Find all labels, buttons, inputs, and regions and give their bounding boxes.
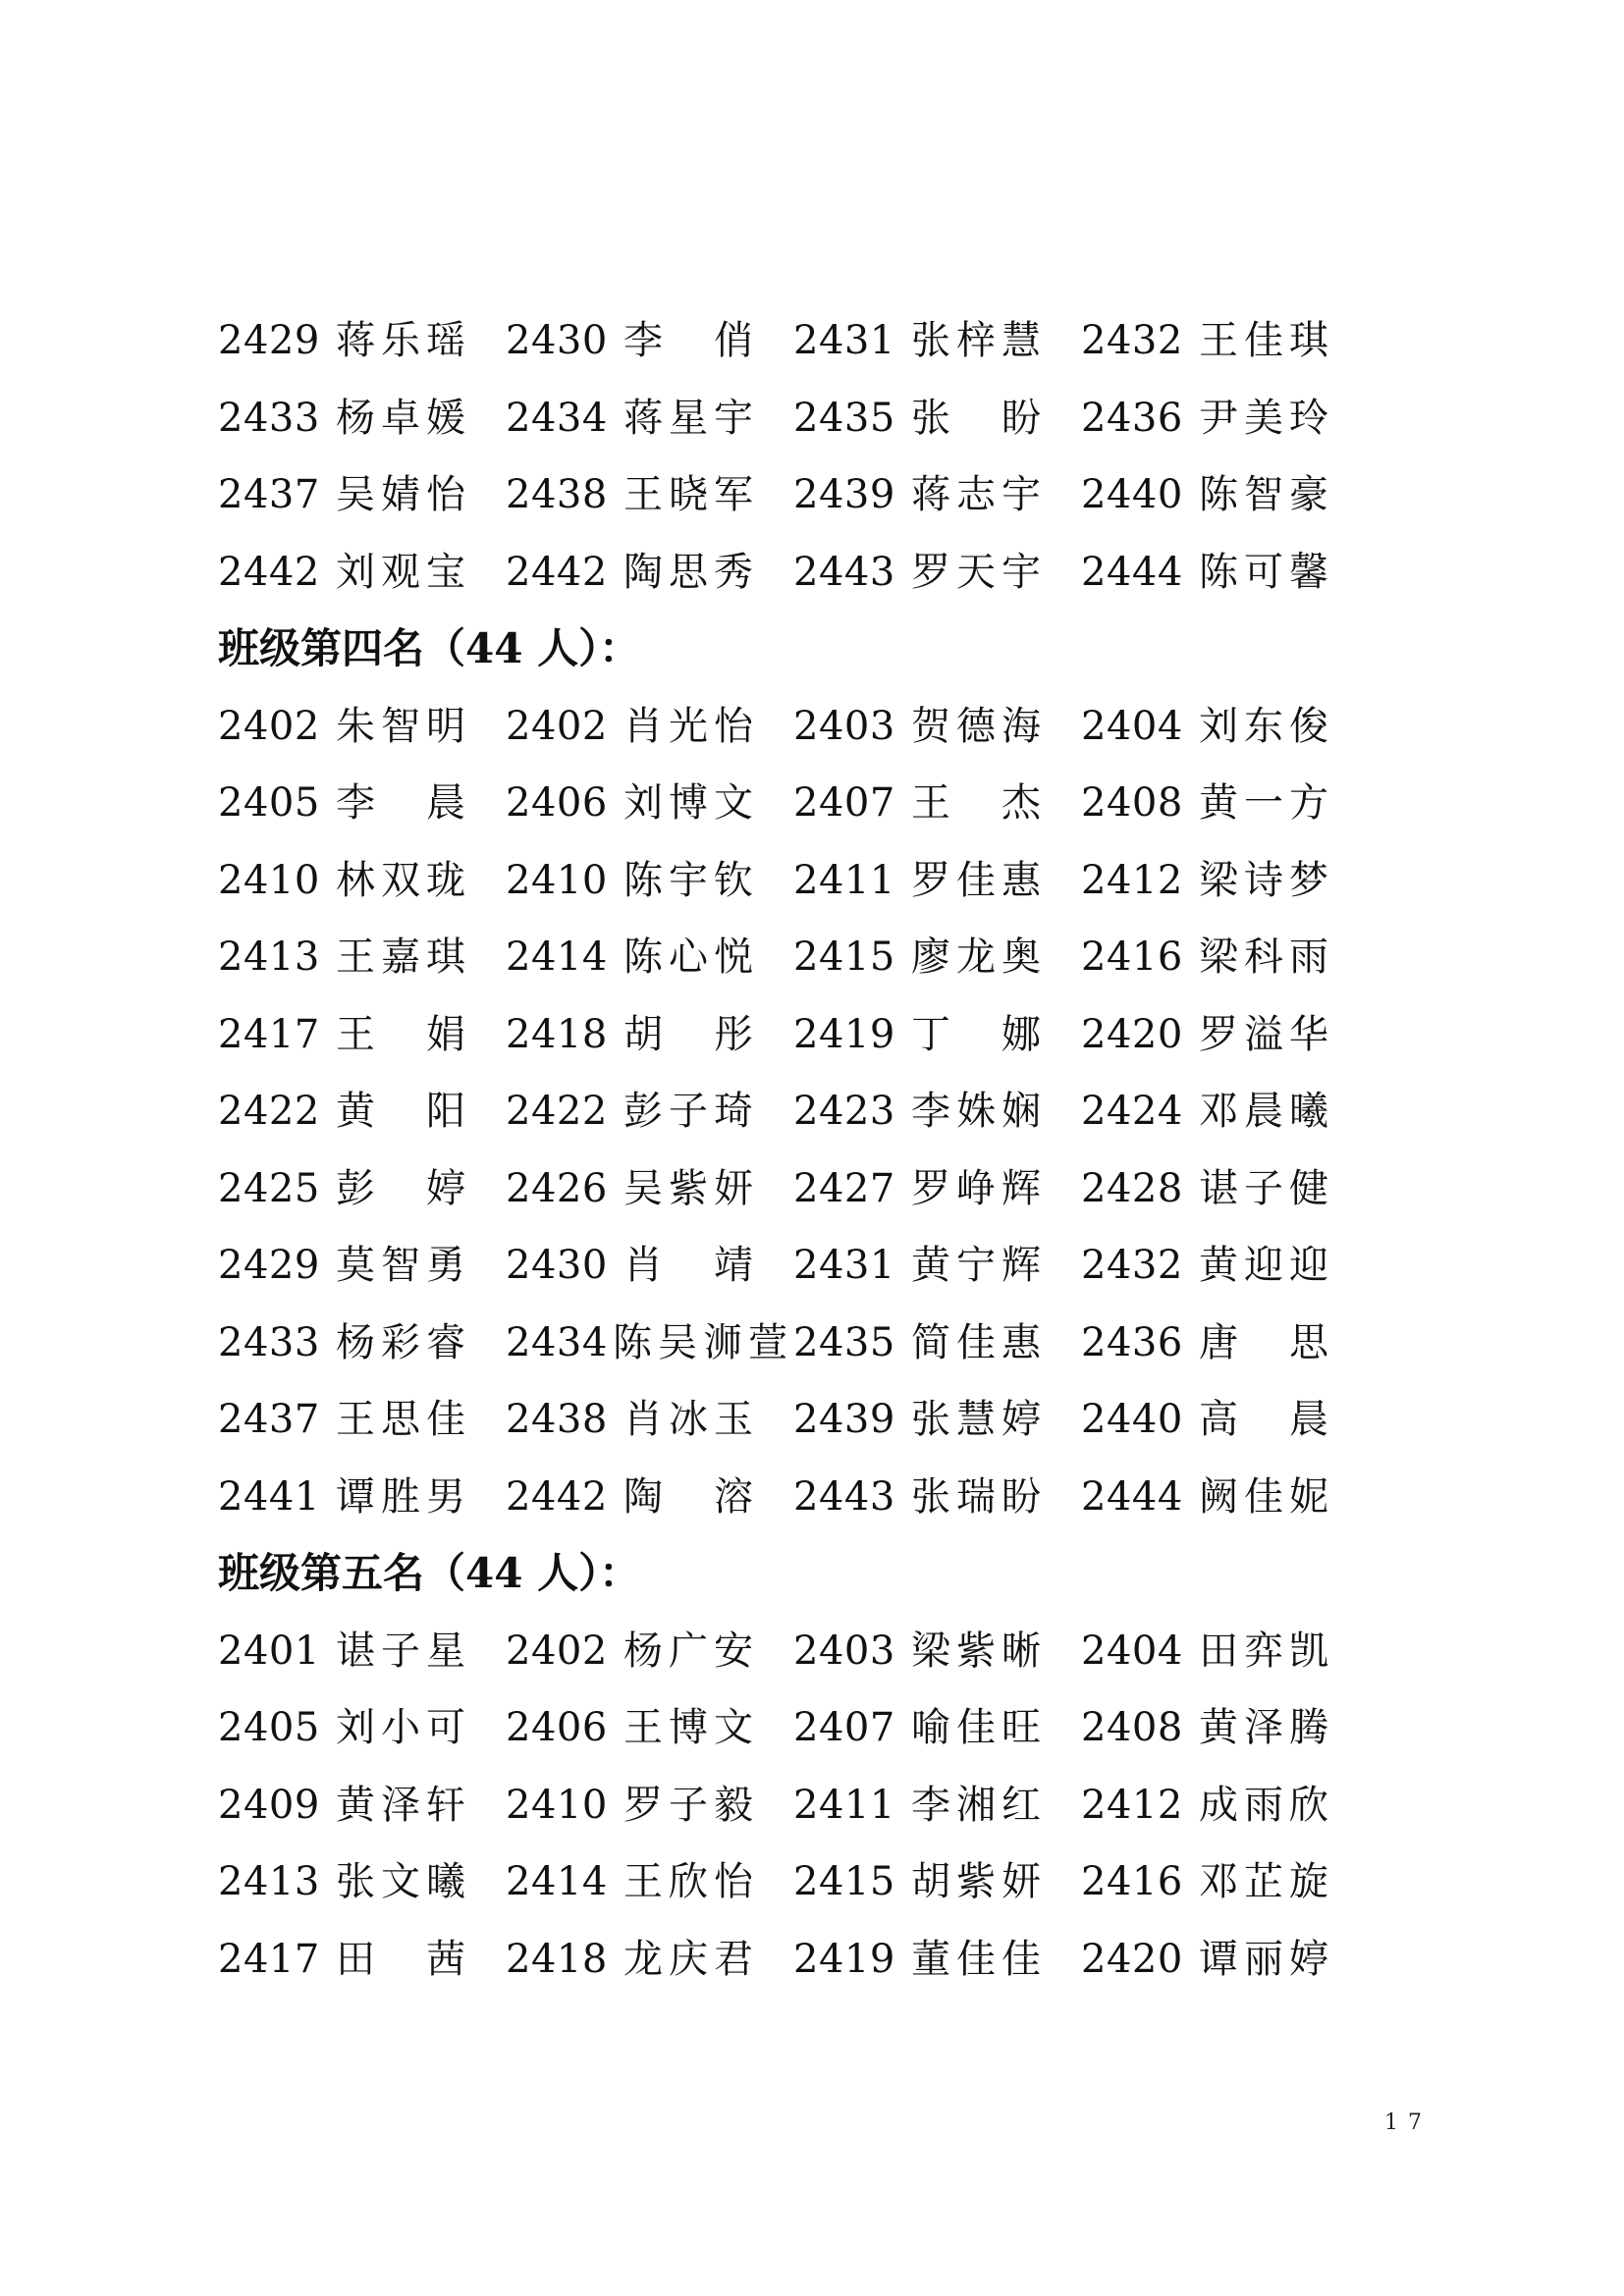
student-name: 陈宇钦: [623, 857, 759, 903]
student-entry: [793, 472, 1081, 518]
student-name: 梁科雨: [1199, 934, 1334, 981]
student-number: 2412: [1081, 857, 1183, 903]
student-name: 高 晨: [1199, 1397, 1334, 1443]
page-number: 17: [1384, 2110, 1432, 2135]
student-entry: [218, 1859, 506, 1905]
student-number: 2402: [506, 1628, 608, 1674]
student-entry: [1081, 1628, 1369, 1674]
student-number: 2406: [506, 780, 608, 827]
student-number: 2440: [1081, 472, 1183, 518]
student-entry: [1081, 395, 1369, 441]
student-entry: [1081, 1397, 1369, 1443]
student-name: 王嘉琪: [336, 934, 471, 981]
student-number: 2412: [1081, 1782, 1183, 1828]
student-number: 2417: [218, 1936, 320, 1982]
list-row: [218, 919, 1396, 996]
student-name: 肖光怡: [623, 703, 759, 749]
student-entry: [793, 1011, 1081, 1057]
student-entry: [218, 1936, 506, 1982]
student-number: 2410: [506, 1782, 608, 1828]
student-number: 2428: [1081, 1165, 1183, 1211]
student-name: 吴婧怡: [336, 472, 471, 518]
student-number: 2434: [506, 1319, 608, 1365]
student-name: 陶 溶: [623, 1473, 759, 1520]
student-number: 2423: [793, 1089, 895, 1135]
name-list-fourth: [218, 688, 1396, 1536]
student-name: 张 盼: [911, 395, 1047, 441]
student-number: 2438: [506, 1397, 608, 1443]
student-number: 2404: [1081, 703, 1183, 749]
list-row: [218, 1767, 1396, 1844]
student-number: 2443: [793, 1473, 895, 1520]
student-name: 梁诗梦: [1199, 857, 1334, 903]
student-number: 2408: [1081, 780, 1183, 827]
student-name: 彭子琦: [623, 1089, 759, 1135]
student-number: 2438: [506, 472, 608, 518]
student-name: 罗溢华: [1199, 1011, 1334, 1057]
student-number: 2402: [218, 703, 320, 749]
student-name: 田 茜: [336, 1936, 471, 1982]
student-number: 2406: [506, 1705, 608, 1751]
student-name: 林双珑: [336, 857, 471, 903]
student-number: 2435: [793, 395, 895, 441]
student-entry: [506, 1243, 793, 1289]
student-entry: [506, 1628, 793, 1674]
student-number: 2419: [793, 1011, 895, 1057]
student-number: 2413: [218, 1859, 320, 1905]
student-entry: [506, 1011, 793, 1057]
student-name: 唐 思: [1199, 1319, 1334, 1365]
student-number: 2427: [793, 1165, 895, 1211]
student-number: 2405: [218, 780, 320, 827]
name-list-fifth: [218, 1613, 1396, 1999]
list-row: [218, 1921, 1396, 1999]
student-entry: [793, 1705, 1081, 1751]
section-heading-fourth: 班级第四名（44 人）：: [218, 624, 641, 673]
student-name: 吴紫妍: [623, 1165, 759, 1211]
student-number: 2437: [218, 1397, 320, 1443]
student-name: 王 娟: [336, 1011, 471, 1057]
list-row: [218, 1381, 1396, 1459]
student-entry: [218, 857, 506, 903]
student-name: 成雨欣: [1199, 1782, 1334, 1828]
student-name: 陈心悦: [623, 934, 759, 981]
student-entry: [793, 395, 1081, 441]
student-number: 2435: [793, 1319, 895, 1365]
student-entry: [1081, 318, 1369, 364]
student-name: 肖冰玉: [623, 1397, 759, 1443]
student-number: 2414: [506, 934, 608, 981]
student-entry: [1081, 472, 1369, 518]
student-name: 陈吴浉萱: [613, 1319, 793, 1365]
student-entry: [218, 1782, 506, 1828]
student-number: 2404: [1081, 1628, 1183, 1674]
list-row: [218, 1150, 1396, 1228]
student-name: 张慧婷: [911, 1397, 1047, 1443]
student-number: 2413: [218, 934, 320, 981]
student-entry: [793, 1782, 1081, 1828]
student-entry: [1081, 1936, 1369, 1982]
student-entry: [218, 395, 506, 441]
student-number: 2419: [793, 1936, 895, 1982]
student-entry: [506, 1473, 793, 1520]
student-number: 2409: [218, 1782, 320, 1828]
student-number: 2414: [506, 1859, 608, 1905]
student-name: 张梓慧: [911, 318, 1047, 364]
student-name: 莫智勇: [336, 1243, 471, 1289]
student-number: 2433: [218, 1319, 320, 1365]
list-row: [218, 1613, 1396, 1690]
student-name: 黄宁辉: [911, 1243, 1047, 1289]
student-name: 阙佳妮: [1199, 1473, 1334, 1520]
student-number: 2411: [793, 1782, 895, 1828]
student-entry: [218, 549, 506, 595]
student-name: 丁 娜: [911, 1011, 1047, 1057]
student-name: 龙庆君: [623, 1936, 759, 1982]
student-number: 2442: [218, 549, 320, 595]
student-number: 2420: [1081, 1011, 1183, 1057]
student-number: 2440: [1081, 1397, 1183, 1443]
name-list-continued: [218, 302, 1396, 611]
student-name: 董佳佳: [911, 1936, 1047, 1982]
student-name: 刘小可: [336, 1705, 471, 1751]
student-number: 2436: [1081, 395, 1183, 441]
student-name: 谌子星: [336, 1628, 471, 1674]
student-entry: [793, 857, 1081, 903]
student-number: 2420: [1081, 1936, 1183, 1982]
list-row: [218, 302, 1396, 380]
student-entry: [506, 472, 793, 518]
list-row: [218, 996, 1396, 1074]
student-name: 贺德海: [911, 703, 1047, 749]
section-heading-fifth: 班级第五名（44 人）：: [218, 1549, 641, 1598]
student-name: 彭 婷: [336, 1165, 471, 1211]
student-entry: [506, 1397, 793, 1443]
student-entry: [793, 1165, 1081, 1211]
student-entry: [1081, 549, 1369, 595]
student-entry: [506, 1165, 793, 1211]
student-name: 杨彩睿: [336, 1319, 471, 1365]
student-entry: [218, 1628, 506, 1674]
student-entry: [1081, 934, 1369, 981]
student-name: 刘东俊: [1199, 703, 1334, 749]
student-entry: [218, 1165, 506, 1211]
student-name: 喻佳旺: [911, 1705, 1047, 1751]
student-entry: [218, 318, 506, 364]
student-number: 2407: [793, 1705, 895, 1751]
student-number: 2402: [506, 703, 608, 749]
student-entry: [218, 1243, 506, 1289]
student-entry: [218, 934, 506, 981]
student-name: 李湘红: [911, 1782, 1047, 1828]
student-entry: [793, 549, 1081, 595]
list-row: [218, 456, 1396, 534]
student-entry: [218, 1089, 506, 1135]
student-name: 王 杰: [911, 780, 1047, 827]
student-name: 蒋志宇: [911, 472, 1047, 518]
student-name: 廖龙奥: [911, 934, 1047, 981]
student-number: 2431: [793, 318, 895, 364]
student-number: 2418: [506, 1011, 608, 1057]
student-name: 谭丽婷: [1199, 1936, 1334, 1982]
student-number: 2426: [506, 1165, 608, 1211]
student-number: 2434: [506, 395, 608, 441]
student-name: 刘博文: [623, 780, 759, 827]
student-name: 蒋乐瑶: [336, 318, 471, 364]
student-entry: [506, 1936, 793, 1982]
student-number: 2407: [793, 780, 895, 827]
student-name: 李 俏: [623, 318, 759, 364]
student-number: 2429: [218, 1243, 320, 1289]
student-entry: [506, 1859, 793, 1905]
student-number: 2432: [1081, 318, 1183, 364]
student-name: 简佳惠: [911, 1319, 1047, 1365]
student-entry: [218, 1473, 506, 1520]
student-entry: [218, 1397, 506, 1443]
student-entry: [793, 780, 1081, 827]
student-entry: [218, 472, 506, 518]
student-name: 尹美玲: [1199, 395, 1334, 441]
student-entry: [1081, 857, 1369, 903]
student-name: 田弈凯: [1199, 1628, 1334, 1674]
list-row: [218, 534, 1396, 612]
list-row: [218, 688, 1396, 766]
student-number: 2441: [218, 1473, 320, 1520]
student-name: 朱智明: [336, 703, 471, 749]
student-name: 黄迎迎: [1199, 1243, 1334, 1289]
student-entry: [506, 395, 793, 441]
student-number: 2432: [1081, 1243, 1183, 1289]
student-name: 黄泽腾: [1199, 1705, 1334, 1751]
student-name: 张文曦: [336, 1859, 471, 1905]
student-name: 杨广安: [623, 1628, 759, 1674]
student-entry: [1081, 780, 1369, 827]
student-number: 2444: [1081, 549, 1183, 595]
list-row: [218, 765, 1396, 842]
student-number: 2439: [793, 472, 895, 518]
student-entry: [1081, 703, 1369, 749]
student-number: 2415: [793, 1859, 895, 1905]
student-number: 2403: [793, 703, 895, 749]
student-name: 黄泽轩: [336, 1782, 471, 1828]
student-entry: [793, 1397, 1081, 1443]
list-row: [218, 1073, 1396, 1150]
student-entry: [506, 318, 793, 364]
student-number: 2415: [793, 934, 895, 981]
student-number: 2417: [218, 1011, 320, 1057]
list-row: [218, 1689, 1396, 1767]
student-number: 2437: [218, 472, 320, 518]
list-row: [218, 1843, 1396, 1921]
student-number: 2443: [793, 549, 895, 595]
student-name: 王思佳: [336, 1397, 471, 1443]
student-entry: [793, 1089, 1081, 1135]
student-entry: [506, 1705, 793, 1751]
student-number: 2430: [506, 318, 608, 364]
student-name: 黄一方: [1199, 780, 1334, 827]
student-name: 李姝娴: [911, 1089, 1047, 1135]
student-name: 谌子健: [1199, 1165, 1334, 1211]
student-number: 2430: [506, 1243, 608, 1289]
student-number: 2405: [218, 1705, 320, 1751]
student-entry: [506, 780, 793, 827]
student-name: 李 晨: [336, 780, 471, 827]
student-entry: [506, 1319, 793, 1365]
document-body: [218, 302, 1396, 1998]
student-entry: [793, 703, 1081, 749]
student-name: 梁紫晰: [911, 1628, 1047, 1674]
student-entry: [1081, 1705, 1369, 1751]
student-name: 肖 靖: [623, 1243, 759, 1289]
student-number: 2410: [218, 857, 320, 903]
list-row: [218, 1459, 1396, 1536]
student-name: 张瑞盼: [911, 1473, 1047, 1520]
student-number: 2418: [506, 1936, 608, 1982]
student-name: 谭胜男: [336, 1473, 471, 1520]
student-entry: [793, 1628, 1081, 1674]
student-entry: [218, 780, 506, 827]
student-number: 2408: [1081, 1705, 1183, 1751]
student-entry: [1081, 1089, 1369, 1135]
student-entry: [218, 1705, 506, 1751]
student-name: 罗子毅: [623, 1782, 759, 1828]
student-number: 2431: [793, 1243, 895, 1289]
student-number: 2436: [1081, 1319, 1183, 1365]
student-entry: [1081, 1243, 1369, 1289]
student-name: 罗佳惠: [911, 857, 1047, 903]
student-number: 2424: [1081, 1089, 1183, 1135]
student-entry: [1081, 1165, 1369, 1211]
student-name: 王晓军: [623, 472, 759, 518]
student-number: 2429: [218, 318, 320, 364]
student-number: 2442: [506, 1473, 608, 1520]
student-number: 2425: [218, 1165, 320, 1211]
list-row: [218, 380, 1396, 457]
student-number: 2411: [793, 857, 895, 903]
student-name: 陶思秀: [623, 549, 759, 595]
student-entry: [1081, 1011, 1369, 1057]
student-number: 2403: [793, 1628, 895, 1674]
student-entry: [506, 1782, 793, 1828]
student-name: 刘观宝: [336, 549, 471, 595]
student-entry: [218, 1319, 506, 1365]
student-number: 2401: [218, 1628, 320, 1674]
student-entry: [793, 1243, 1081, 1289]
student-name: 黄 阳: [336, 1089, 471, 1135]
student-number: 2422: [506, 1089, 608, 1135]
student-entry: [793, 1319, 1081, 1365]
student-entry: [793, 1859, 1081, 1905]
student-number: 2416: [1081, 1859, 1183, 1905]
student-entry: [506, 1089, 793, 1135]
student-number: 2439: [793, 1397, 895, 1443]
student-name: 胡紫妍: [911, 1859, 1047, 1905]
student-entry: [506, 703, 793, 749]
student-name: 杨卓媛: [336, 395, 471, 441]
student-entry: [793, 1936, 1081, 1982]
student-entry: [1081, 1473, 1369, 1520]
student-entry: [1081, 1782, 1369, 1828]
student-name: 罗峥辉: [911, 1165, 1047, 1211]
list-row: [218, 1305, 1396, 1382]
student-entry: [793, 318, 1081, 364]
student-name: 罗天宇: [911, 549, 1047, 595]
student-name: 王佳琪: [1199, 318, 1334, 364]
student-name: 王博文: [623, 1705, 759, 1751]
student-name: 王欣怡: [623, 1859, 759, 1905]
student-number: 2442: [506, 549, 608, 595]
student-entry: [218, 703, 506, 749]
student-entry: [218, 1011, 506, 1057]
student-name: 陈可馨: [1199, 549, 1334, 595]
student-entry: [506, 549, 793, 595]
student-entry: [793, 1473, 1081, 1520]
student-name: 邓芷旋: [1199, 1859, 1334, 1905]
student-number: 2422: [218, 1089, 320, 1135]
student-number: 2444: [1081, 1473, 1183, 1520]
student-name: 陈智豪: [1199, 472, 1334, 518]
student-number: 2410: [506, 857, 608, 903]
student-name: 蒋星宇: [623, 395, 759, 441]
student-name: 胡 彤: [623, 1011, 759, 1057]
student-entry: [793, 934, 1081, 981]
student-entry: [1081, 1319, 1369, 1365]
student-entry: [506, 857, 793, 903]
student-name: 邓晨曦: [1199, 1089, 1334, 1135]
student-entry: [506, 934, 793, 981]
student-number: 2433: [218, 395, 320, 441]
list-row: [218, 842, 1396, 920]
student-entry: [1081, 1859, 1369, 1905]
list-row: [218, 1227, 1396, 1305]
student-number: 2416: [1081, 934, 1183, 981]
